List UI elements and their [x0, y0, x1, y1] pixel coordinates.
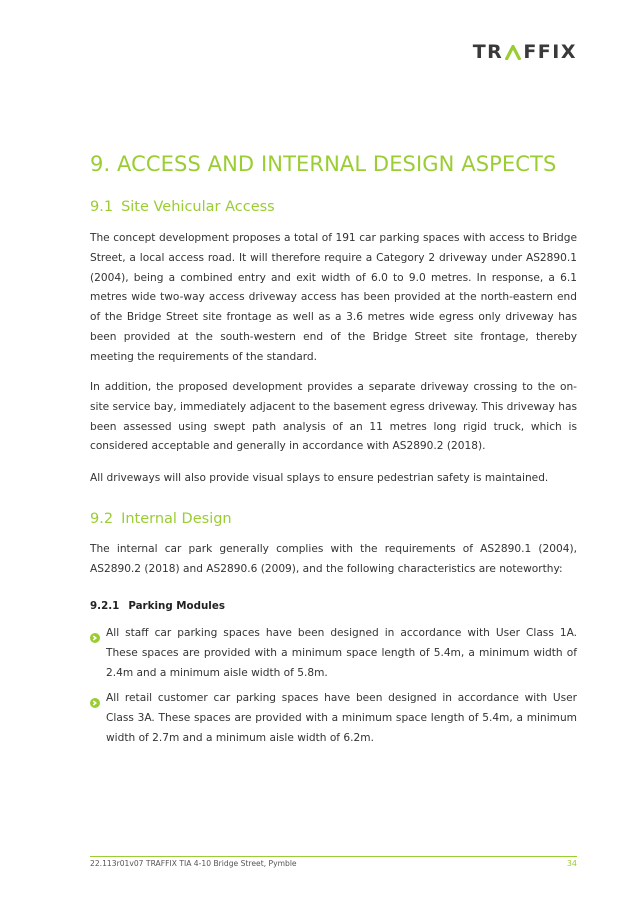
- logo-a-chevron-icon: [505, 45, 521, 60]
- logo-text-start: TR: [472, 41, 504, 63]
- subsection-number: 9.2: [90, 511, 114, 527]
- subsection-heading-site-vehicular-access: [90, 199, 275, 215]
- subsection-title: Site Vehicular Access: [121, 199, 275, 215]
- footer-divider: [90, 856, 577, 857]
- paragraph-internal-car-park: The internal car park generally complies with the requirements of AS2890.1 (2004), AS2890.2 (2018) and AS2890.6 (2009), and the following characteristics are noteworthy:: [90, 543, 577, 575]
- section-number: 9.: [90, 152, 111, 176]
- subsection-title: Internal Design: [121, 511, 232, 527]
- section-title: ACCESS AND INTERNAL DESIGN ASPECTS: [117, 152, 557, 176]
- logo-text-end: FFIX: [523, 41, 577, 63]
- section-heading: [90, 152, 556, 176]
- list-item: [90, 689, 577, 748]
- subsubsection-title: Parking Modules: [128, 600, 225, 612]
- paragraph-visual-splays: All driveways will also provide visual splays to ensure pedestrian safety is maintained.: [90, 472, 549, 484]
- page-number: 34: [566, 859, 577, 868]
- bullet-text-staff-parking: All staff car parking spaces have been designed in accordance with User Class 1A. These spaces are provided with a minimum space length of 5.4m, a minimum width of 2.4m and a minimum aisle width of 5.8m.: [106, 627, 577, 679]
- paragraph-service-bay-driveway: In addition, the proposed development provides a separate driveway crossing to the on-site service bay, immediately adjacent to the basement egress driveway. This driveway has been assessed using swept path analysis of an 11 metres long rigid truck, which is considered acceptable and generally in accordance with AS2890.2 (2018).: [90, 381, 577, 453]
- paragraph-access-overview: The concept development proposes a total of 191 car parking spaces with access to Bridge Street, a local access road. It will therefore require a Category 2 driveway under AS2890.1 (2004), being a combined entry and exit width of 6.0 to 9.0 metres. In response, a 6.1 metres wide two-way access driveway access has been provided at the north-eastern end of the Bridge Street site frontage as well as a 3.6 metres wide egress only driveway has been provided at the south-western end of the Bridge Street site frontage, thereby meeting the requirements of the standard.: [90, 232, 577, 363]
- subsubsection-heading-parking-modules: [90, 600, 225, 612]
- subsubsection-number: 9.2.1: [90, 600, 120, 612]
- circle-arrow-right-icon: [90, 624, 106, 683]
- list-item: [90, 624, 577, 683]
- footer-reference: 22.113r01v07 TRAFFIX TIA 4-10 Bridge Street, Pymble: [90, 859, 297, 868]
- subsection-number: 9.1: [90, 199, 114, 215]
- traffix-logo: [473, 41, 577, 63]
- subsection-heading-internal-design: [90, 511, 232, 527]
- bullet-text-retail-parking: All retail customer car parking spaces have been designed in accordance with User Class 3A. These spaces are provided with a minimum space length of 5.4m, a minimum width of 2.7m and a minimum aisle width of 6.2m.: [106, 692, 577, 744]
- circle-arrow-right-icon: [90, 689, 106, 748]
